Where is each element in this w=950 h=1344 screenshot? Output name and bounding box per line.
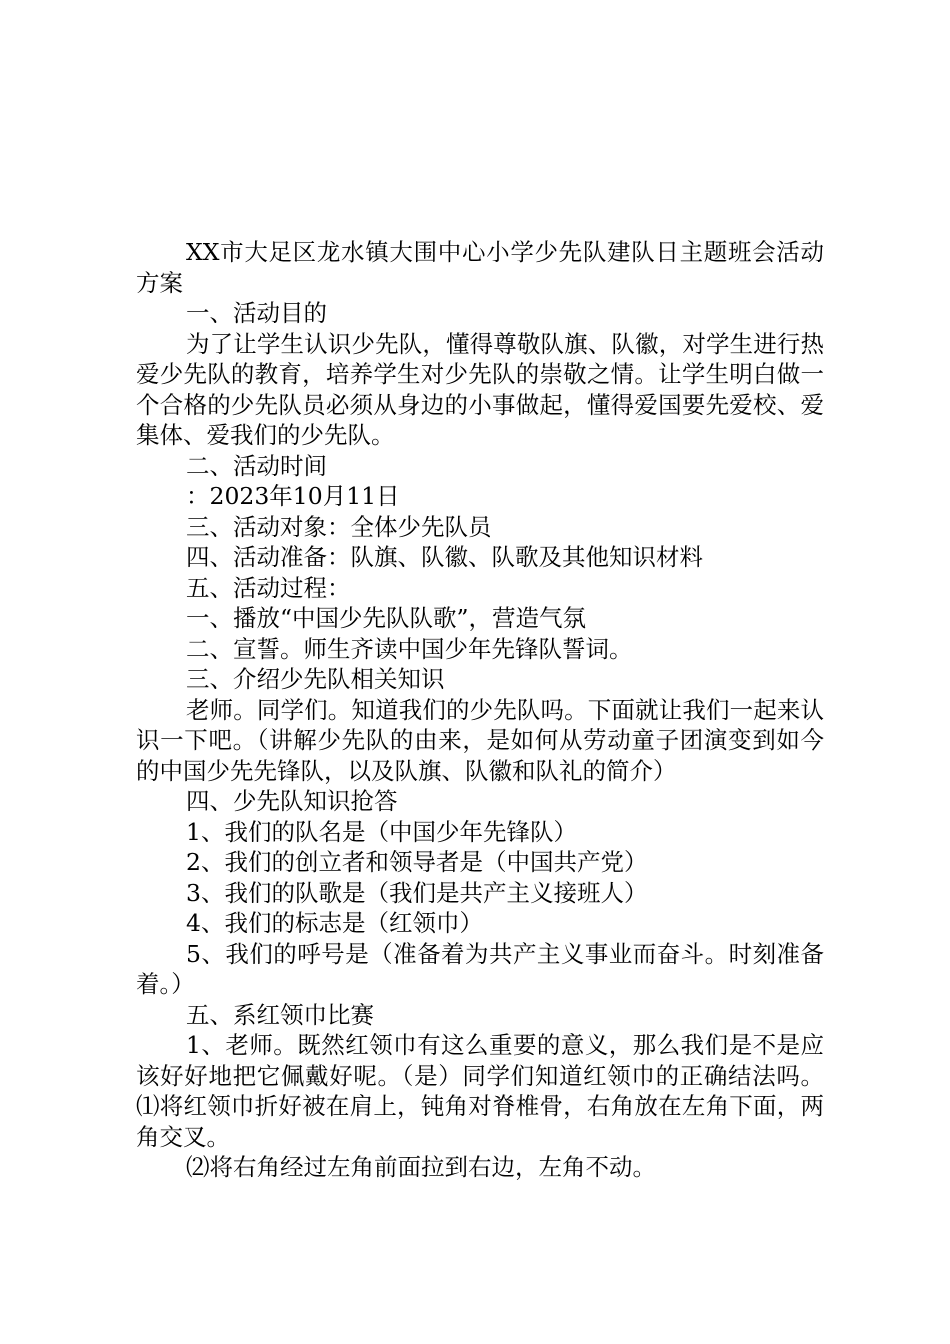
process-step-5-body-2: ⑵将右角经过左角前面拉到右边，左角不动。 <box>186 1153 656 1181</box>
section-preparation: 四、活动准备：队旗、队徽、队歌及其他知识材料 <box>186 543 703 571</box>
section-heading-purpose: 一、活动目的 <box>186 299 327 327</box>
process-step-1: 一、播放“中国少先队队歌”，营造气氛 <box>186 604 587 632</box>
quiz-item: 5、我们的呼号是（准备着为共产主义事业而奋斗。时刻准备着。） <box>136 939 824 998</box>
process-step-3-heading: 三、介绍少先队相关知识 <box>186 665 445 693</box>
quiz-item: 2、我们的创立者和领导者是（中国共产党） <box>186 848 648 876</box>
document-title: XX市大足区龙水镇大围中心小学少先队建队日主题班会活动方案 <box>136 238 824 297</box>
quiz-item: 4、我们的标志是（红领巾） <box>186 909 483 937</box>
process-step-5-body-1: 1、老师。既然红领巾有这么重要的意义，那么我们是不是应该好好地把它佩戴好呢。（是）同学们知道红领巾的正确结法吗。⑴将红领巾折好被在肩上，钝角对脊椎骨，右角放在左角下面，两角交叉。 <box>136 1031 824 1151</box>
process-step-4-heading: 四、少先队知识抢答 <box>186 787 398 815</box>
process-step-2: 二、宣誓。师生齐读中国少年先锋队誓词。 <box>186 634 633 663</box>
section-heading-time: 二、活动时间 <box>186 451 327 480</box>
quiz-item: 3、我们的队歌是（我们是共产主义接班人） <box>186 878 648 907</box>
section-body-purpose: 为了让学生认识少先队，懂得尊敬队旗、队徽，对学生进行热爱少先队的教育，培养学生对少先队的崇敬之情。让学生明白做一个合格的少先队员必须从身边的小事做起，懂得爱国要先爱校、爱集体、爱我们的少先队。 <box>136 329 824 449</box>
section-audience: 三、活动对象：全体少先队员 <box>186 512 492 541</box>
process-step-3-body: 老师。同学们。知道我们的少先队吗。下面就让我们一起来认识一下吧。（讲解少先队的由来，是如何从劳动童子团演变到如今的中国少先先锋队，以及队旗、队徽和队礼的简介） <box>136 695 824 785</box>
section-body-time: ：2023年10月11日 <box>186 482 400 510</box>
section-heading-process: 五、活动过程： <box>186 573 351 602</box>
quiz-item: 1、我们的队名是（中国少年先锋队） <box>186 817 577 846</box>
document-page <box>136 237 824 1183</box>
process-step-5-heading: 五、系红领巾比赛 <box>186 1000 374 1029</box>
